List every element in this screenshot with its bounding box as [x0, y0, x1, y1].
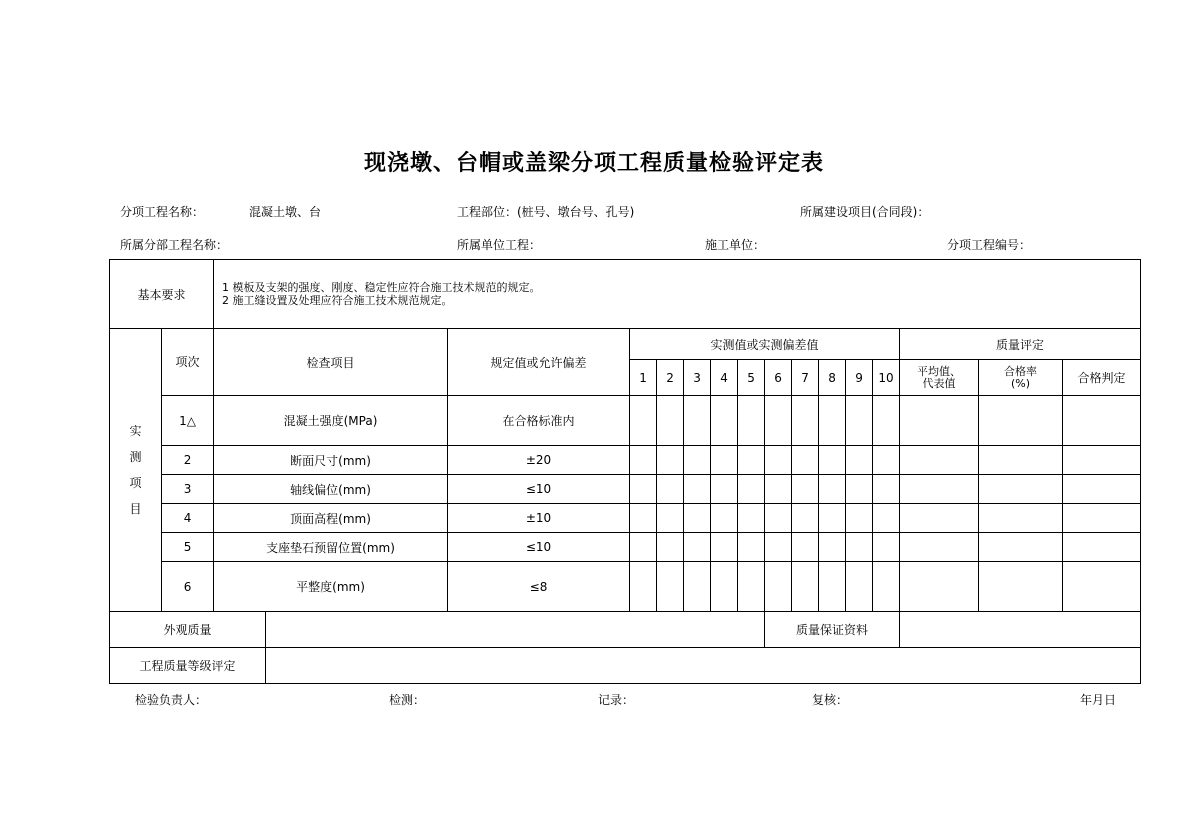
pass-rate-header: 合格率 (%) — [979, 360, 1063, 396]
row-spec: ±10 — [448, 504, 630, 533]
appearance-quality-label: 外观质量 — [110, 612, 266, 648]
row-spec: ≤10 — [448, 533, 630, 562]
quality-docs-label: 质量保证资料 — [765, 612, 900, 648]
check-item-header: 检查项目 — [214, 329, 448, 396]
unit-label: 所属单位工程： — [457, 238, 542, 252]
row-no: 1△ — [162, 396, 214, 446]
item-no-header: 项次 — [162, 329, 214, 396]
date-label: 年月日 — [1080, 693, 1117, 707]
recorder-label: 记录： — [598, 693, 635, 707]
appearance-quality-value — [266, 612, 765, 648]
measure-col-header: 1 — [630, 360, 657, 396]
division-label: 所属分部工程名称： — [120, 238, 229, 252]
measure-col-header: 9 — [846, 360, 873, 396]
row-check-item: 轴线偏位(mm) — [214, 475, 448, 504]
basic-requirements-text — [214, 260, 1141, 329]
table-row — [110, 562, 1141, 612]
row-check-item: 支座垫石预留位置(mm) — [214, 533, 448, 562]
item-no-label: 分项工程编号： — [947, 238, 1032, 252]
page-title: 现浇墩、台帽或盖梁分项工程质量检验评定表 — [364, 151, 825, 176]
contractor-label: 施工单位： — [705, 238, 766, 252]
evaluation-table — [109, 259, 1141, 684]
measure-col-header: 2 — [657, 360, 684, 396]
row-spec: ≤8 — [448, 562, 630, 612]
row-no: 3 — [162, 475, 214, 504]
construction-project-label: 所属建设项目(合同段)： — [800, 205, 930, 219]
average-value-header: 平均值、 代表值 — [900, 360, 979, 396]
project-name-label: 分项工程名称： — [120, 205, 205, 219]
tester-label: 检测： — [389, 693, 426, 707]
basic-requirements-row — [110, 260, 1141, 329]
table-row — [110, 396, 1141, 446]
measure-col-header: 6 — [765, 360, 792, 396]
quality-grade-value — [266, 648, 1141, 684]
row-spec: 在合格标准内 — [448, 396, 630, 446]
row-no: 2 — [162, 446, 214, 475]
table-row — [110, 446, 1141, 475]
quality-evaluation-header: 质量评定 — [900, 329, 1141, 360]
project-name-value: 混凝土墩、台 — [249, 205, 322, 219]
header-row-1 — [110, 329, 1141, 360]
row-spec: ≤10 — [448, 475, 630, 504]
measured-values-header: 实测值或实测偏差值 — [630, 329, 900, 360]
row-check-item: 混凝土强度(MPa) — [214, 396, 448, 446]
row-no: 6 — [162, 562, 214, 612]
row-check-item: 平整度(mm) — [214, 562, 448, 612]
measured-items-side-label: 实 测 项 目 — [110, 329, 162, 612]
reviewer-label: 复核： — [812, 693, 849, 707]
grade-row — [110, 648, 1141, 684]
basic-requirement-line: 1 模板及支架的强度、刚度、稳定性应符合施工技术规范的规定。 — [222, 281, 541, 294]
row-check-item: 断面尺寸(mm) — [214, 446, 448, 475]
inspector-label: 检验负责人： — [135, 693, 208, 707]
measure-col-header: 3 — [684, 360, 711, 396]
appearance-row — [110, 612, 1141, 648]
spec-header: 规定值或允许偏差 — [448, 329, 630, 396]
measure-col-header: 7 — [792, 360, 819, 396]
measure-col-header: 5 — [738, 360, 765, 396]
location-label: 工程部位：(桩号、墩台号、孔号) — [457, 205, 635, 219]
measure-col-header: 4 — [711, 360, 738, 396]
row-no: 5 — [162, 533, 214, 562]
quality-grade-label: 工程质量等级评定 — [110, 648, 266, 684]
row-no: 4 — [162, 504, 214, 533]
pass-judgement-header: 合格判定 — [1063, 360, 1141, 396]
basic-requirements-label: 基本要求 — [110, 260, 214, 329]
measure-col-header: 8 — [819, 360, 846, 396]
row-check-item: 顶面高程(mm) — [214, 504, 448, 533]
row-spec: ±20 — [448, 446, 630, 475]
table-row — [110, 504, 1141, 533]
table-row — [110, 533, 1141, 562]
quality-docs-value — [900, 612, 1141, 648]
measure-col-header: 10 — [873, 360, 900, 396]
table-row — [110, 475, 1141, 504]
basic-requirement-line: 2 施工缝设置及处理应符合施工技术规范规定。 — [222, 294, 453, 307]
